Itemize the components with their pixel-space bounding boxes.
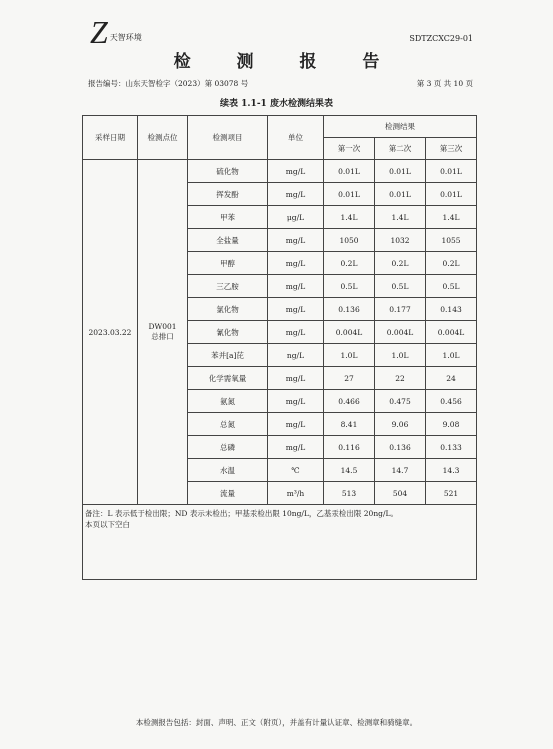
item-cell: 氨氮: [188, 390, 268, 413]
unit-cell: mg/L: [268, 183, 324, 206]
result-2: 1032: [375, 229, 426, 252]
result-1: 1.4L: [324, 206, 375, 229]
result-2: 504: [375, 482, 426, 505]
result-3: 0.133: [426, 436, 477, 459]
note-cell: [83, 505, 477, 580]
result-1: 0.2L: [324, 252, 375, 275]
result-3: 1.4L: [426, 206, 477, 229]
result-3: 0.143: [426, 298, 477, 321]
sampling-point: [138, 160, 188, 505]
result-2: 0.01L: [375, 183, 426, 206]
item-cell: 苯并[a]芘: [188, 344, 268, 367]
header-second: 第二次: [375, 138, 426, 160]
item-cell: 三乙胺: [188, 275, 268, 298]
result-1: 0.466: [324, 390, 375, 413]
result-1: 0.01L: [324, 183, 375, 206]
result-2: 0.475: [375, 390, 426, 413]
unit-cell: mg/L: [268, 321, 324, 344]
blank-below-note: 本页以下空白: [85, 520, 130, 529]
item-cell: 化学需氧量: [188, 367, 268, 390]
note-text: 备注：L 表示低于检出限；ND 表示未检出；甲基汞检出限 10ng/L，乙基汞检出限 20ng/L。: [85, 509, 398, 518]
header-point: 检测点位: [138, 116, 188, 160]
report-number: 报告编号：山东天智检字（2023）第 03078 号: [88, 79, 249, 88]
result-1: 0.5L: [324, 275, 375, 298]
result-3: 0.2L: [426, 252, 477, 275]
unit-cell: mg/L: [268, 390, 324, 413]
logo-mark: Z: [90, 14, 106, 50]
header-first: 第一次: [324, 138, 375, 160]
result-3: 0.01L: [426, 160, 477, 183]
company-logo: [90, 14, 142, 50]
header-item: 检测项目: [188, 116, 268, 160]
unit-cell: mg/L: [268, 252, 324, 275]
result-3: 0.456: [426, 390, 477, 413]
item-cell: 水温: [188, 459, 268, 482]
unit-cell: ng/L: [268, 344, 324, 367]
result-2: 0.004L: [375, 321, 426, 344]
header-third: 第三次: [426, 138, 477, 160]
unit-cell: mg/L: [268, 275, 324, 298]
point-code: DW001: [148, 322, 177, 331]
header-results: 检测结果: [324, 116, 477, 138]
result-2: 0.2L: [375, 252, 426, 275]
unit-cell: μg/L: [268, 206, 324, 229]
result-3: 9.08: [426, 413, 477, 436]
unit-cell: mg/L: [268, 436, 324, 459]
result-1: 27: [324, 367, 375, 390]
unit-cell: mg/L: [268, 229, 324, 252]
item-cell: 甲苯: [188, 206, 268, 229]
result-1: 8.41: [324, 413, 375, 436]
table-title: 续表 1.1-1 废水检测结果表: [220, 99, 333, 109]
item-cell: 氯化物: [188, 298, 268, 321]
result-3: 24: [426, 367, 477, 390]
item-cell: 氰化物: [188, 321, 268, 344]
unit-cell: ℃: [268, 459, 324, 482]
results-table: [82, 115, 477, 580]
result-2: 14.7: [375, 459, 426, 482]
header-date: 采样日期: [83, 116, 138, 160]
result-2: 1.0L: [375, 344, 426, 367]
unit-cell: m³/h: [268, 482, 324, 505]
item-cell: 总磷: [188, 436, 268, 459]
result-1: 0.01L: [324, 160, 375, 183]
result-3: 0.01L: [426, 183, 477, 206]
result-1: 0.004L: [324, 321, 375, 344]
unit-cell: mg/L: [268, 413, 324, 436]
result-2: 1.4L: [375, 206, 426, 229]
company-name: 天智环境: [109, 33, 142, 42]
result-1: 513: [324, 482, 375, 505]
result-1: 14.5: [324, 459, 375, 482]
item-cell: 流量: [188, 482, 268, 505]
table-row: [83, 160, 477, 183]
report-footer: 本检测报告包括：封面、声明、正文（附页），并盖有计量认证章、检测章和骑缝章。: [135, 718, 418, 727]
result-2: 9.06: [375, 413, 426, 436]
unit-cell: mg/L: [268, 367, 324, 390]
result-2: 0.5L: [375, 275, 426, 298]
item-cell: 甲醇: [188, 252, 268, 275]
page-info: 第 3 页 共 10 页: [416, 79, 473, 88]
result-3: 521: [426, 482, 477, 505]
result-3: 1055: [426, 229, 477, 252]
result-3: 0.004L: [426, 321, 477, 344]
result-2: 22: [375, 367, 426, 390]
item-cell: 全盐量: [188, 229, 268, 252]
item-cell: 挥发酚: [188, 183, 268, 206]
result-1: 1.0L: [324, 344, 375, 367]
item-cell: 总氮: [188, 413, 268, 436]
result-2: 0.01L: [375, 160, 426, 183]
result-1: 0.116: [324, 436, 375, 459]
report-title: 检 测 报 告: [173, 52, 400, 72]
result-1: 0.136: [324, 298, 375, 321]
document-code: SDTZCXC29-01: [409, 34, 473, 43]
header-unit: 单位: [268, 116, 324, 160]
unit-cell: mg/L: [268, 298, 324, 321]
note-row: [83, 505, 477, 580]
result-1: 1050: [324, 229, 375, 252]
sampling-date: 2023.03.22: [83, 160, 138, 505]
result-2: 0.136: [375, 436, 426, 459]
item-cell: 硫化物: [188, 160, 268, 183]
result-3: 0.5L: [426, 275, 477, 298]
result-3: 14.3: [426, 459, 477, 482]
result-2: 0.177: [375, 298, 426, 321]
result-3: 1.0L: [426, 344, 477, 367]
point-name: 总排口: [151, 332, 174, 341]
unit-cell: mg/L: [268, 160, 324, 183]
